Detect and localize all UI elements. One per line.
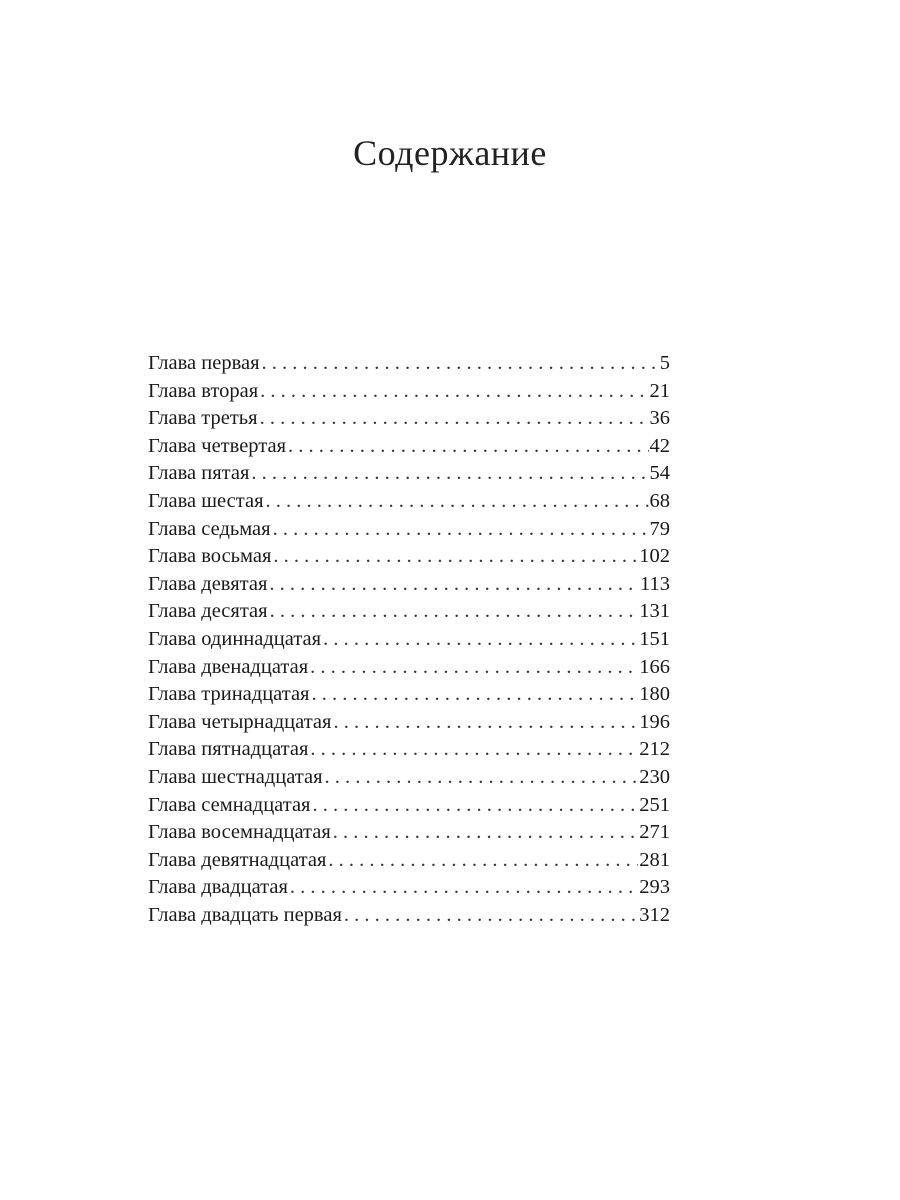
toc-entry-title: Глава восемнадцатая bbox=[148, 821, 331, 844]
toc-entry-page: 79 bbox=[649, 517, 670, 540]
toc-entry-title: Глава пятнадцатая bbox=[148, 738, 309, 761]
toc-entry-page: 54 bbox=[649, 462, 670, 485]
toc-dot-leader bbox=[344, 902, 638, 930]
toc-entry-page: 271 bbox=[639, 821, 670, 844]
toc-entry bbox=[148, 598, 670, 626]
toc-entry bbox=[148, 654, 670, 682]
toc-entry-title: Глава одиннадцатая bbox=[148, 627, 322, 650]
toc-entry-title: Глава четырнадцатая bbox=[148, 710, 332, 733]
toc-entry-title: Глава девятая bbox=[148, 572, 268, 595]
toc-entry-title: Глава восьмая bbox=[148, 545, 272, 568]
toc-entry-title: Глава первая bbox=[148, 352, 260, 374]
toc-entry-page: 312 bbox=[639, 903, 670, 926]
toc-dot-leader bbox=[323, 626, 638, 654]
toc-entry bbox=[148, 350, 670, 378]
toc-entry-page: 281 bbox=[639, 848, 670, 871]
toc-entry bbox=[148, 405, 670, 433]
toc-entry bbox=[148, 764, 670, 792]
toc-entry-title: Глава пятая bbox=[148, 462, 250, 485]
toc-entry bbox=[148, 902, 670, 930]
toc-entry-page: 42 bbox=[649, 434, 670, 457]
toc-entry bbox=[148, 792, 670, 820]
toc-entry-title: Глава девятнадцатая bbox=[148, 848, 327, 871]
toc-entry bbox=[148, 681, 670, 709]
toc-entry-page: 230 bbox=[639, 765, 670, 788]
toc-dot-leader bbox=[260, 405, 649, 433]
toc-entry-title: Глава седьмая bbox=[148, 517, 271, 540]
toc-dot-leader bbox=[262, 350, 659, 378]
toc-dot-leader bbox=[270, 598, 639, 626]
toc-entry-page: 131 bbox=[639, 600, 670, 623]
toc-dot-leader bbox=[273, 516, 649, 544]
toc-entry-page: 166 bbox=[639, 655, 670, 678]
toc-dot-leader bbox=[260, 378, 648, 406]
toc-dot-leader bbox=[251, 460, 648, 488]
toc-entry bbox=[148, 460, 670, 488]
toc-entry bbox=[148, 433, 670, 461]
toc-entry-page: 5 bbox=[659, 352, 670, 374]
toc-entry bbox=[148, 709, 670, 737]
toc-entry bbox=[148, 488, 670, 516]
toc-dot-leader bbox=[288, 433, 648, 461]
toc-entry bbox=[148, 626, 670, 654]
toc-entry-title: Глава двадцатая bbox=[148, 876, 288, 899]
toc-dot-leader bbox=[273, 543, 638, 571]
toc-dot-leader bbox=[266, 488, 649, 516]
toc-entry-title: Глава четвертая bbox=[148, 434, 287, 457]
toc-entry-title: Глава двадцать первая bbox=[148, 903, 342, 926]
toc-entry-title: Глава шестнадцатая bbox=[148, 765, 323, 788]
toc-entry bbox=[148, 847, 670, 875]
toc-entry-page: 196 bbox=[639, 710, 670, 733]
toc-entry bbox=[148, 571, 670, 599]
toc-entry-page: 21 bbox=[649, 379, 670, 402]
toc-entry-title: Глава тринадцатая bbox=[148, 683, 310, 706]
toc-dot-leader bbox=[312, 792, 638, 820]
toc-entry bbox=[148, 516, 670, 544]
toc-entry-page: 113 bbox=[640, 572, 670, 595]
toc-entry-page: 36 bbox=[649, 407, 670, 430]
page-title: Содержание bbox=[353, 133, 547, 173]
toc-entry-title: Глава десятая bbox=[148, 600, 268, 623]
toc-entry-title: Глава вторая bbox=[148, 379, 259, 402]
toc-dot-leader bbox=[325, 764, 639, 792]
toc-dot-leader bbox=[328, 847, 638, 875]
toc-entry bbox=[148, 819, 670, 847]
toc-dot-leader bbox=[333, 819, 638, 847]
toc-entry-title: Глава двенадцатая bbox=[148, 655, 309, 678]
toc-entry-page: 180 bbox=[639, 683, 670, 706]
toc-entry-title: Глава шестая bbox=[148, 489, 264, 512]
toc-entry-title: Глава семнадцатая bbox=[148, 793, 311, 816]
table-of-contents bbox=[148, 350, 670, 929]
toc-entry bbox=[148, 874, 670, 902]
toc-entry-page: 293 bbox=[639, 876, 670, 899]
toc-entry-page: 151 bbox=[639, 627, 670, 650]
toc-dot-leader bbox=[333, 709, 638, 737]
toc-entry-page: 212 bbox=[639, 738, 670, 761]
toc-entry-page: 102 bbox=[639, 545, 670, 568]
toc-dot-leader bbox=[290, 874, 638, 902]
toc-dot-leader bbox=[310, 654, 638, 682]
toc-entry-page: 251 bbox=[639, 793, 670, 816]
toc-entry bbox=[148, 543, 670, 571]
toc-dot-leader bbox=[269, 571, 639, 599]
toc-dot-leader bbox=[311, 681, 638, 709]
toc-entry-page: 68 bbox=[649, 489, 670, 512]
toc-entry bbox=[148, 378, 670, 406]
toc-entry-title: Глава третья bbox=[148, 407, 258, 430]
toc-entry bbox=[148, 736, 670, 764]
toc-dot-leader bbox=[310, 736, 638, 764]
